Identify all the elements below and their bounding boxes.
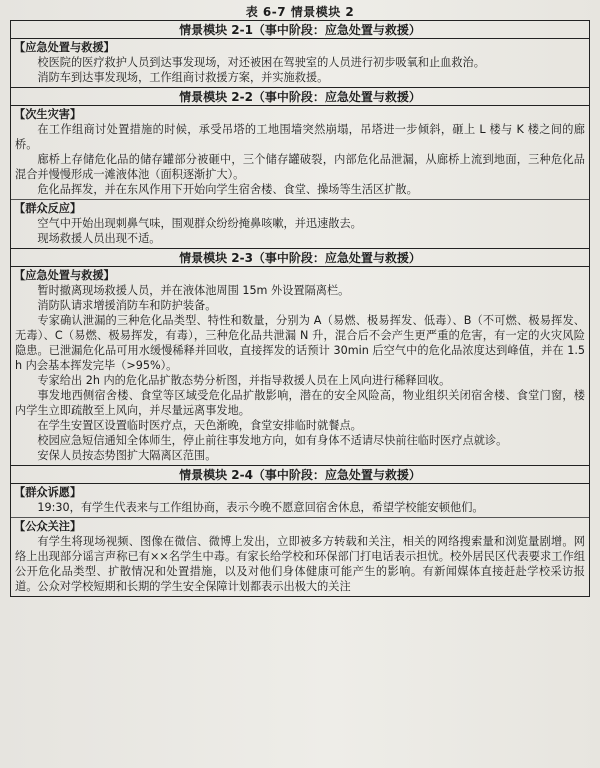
module-body bbox=[11, 106, 589, 249]
paragraph: 消防车到达事发现场，工作组商讨救援方案，并实施救援。 bbox=[37, 71, 329, 84]
section bbox=[11, 39, 589, 87]
section-heading: 【公众关注】 bbox=[14, 520, 82, 533]
paragraph: 有学生将现场视频、图像在微信、微博上发出，立即被多方转载和关注，相关的网络搜索量和浏览量剧增。网络上出现部分谣言声称已有××名学生中毒。有家长给学校和环保部门打电话表示担忧。校外居民区代表要求工作组公开危化品类型、扩散情况和处置措施，以及对他们身体健康可能产生的影响。有新闻媒体直接赶赴学校采访报道。公众对学校短期和长期的学生安全保障计划都表示出极大的关注 bbox=[15, 535, 585, 593]
module-title: 情景模块 2-2（事中阶段：应急处置与救援） bbox=[11, 88, 589, 106]
paragraph: 廊桥上存储危化品的储存罐部分被砸中，三个储存罐破裂，内部危化品泄漏，从廊桥上流到地面，三种危化品混合并慢慢形成一滩液体池（面积逐渐扩大）。 bbox=[15, 153, 585, 181]
paragraph: 空气中开始出现刺鼻气味，围观群众纷纷掩鼻咳嗽，并迅速散去。 bbox=[37, 217, 362, 230]
paragraph: 19:30，有学生代表来与工作组协商，表示今晚不愿意回宿舍休息，希望学校能安顿他们。 bbox=[37, 501, 484, 514]
section-heading: 【次生灾害】 bbox=[14, 108, 82, 121]
paragraph: 校医院的医疗救护人员到达事发现场，对还被困在驾驶室的人员进行初步吸氧和止血救治。 bbox=[37, 56, 485, 69]
module-title: 情景模块 2-3（事中阶段：应急处置与救援） bbox=[11, 249, 589, 267]
paragraph: 消防队请求增援消防车和防护装备。 bbox=[37, 299, 217, 312]
paragraph: 暂时撤离现场救援人员，并在液体池周围 15m 外设置隔离栏。 bbox=[37, 284, 350, 297]
paragraph: 现场救援人员出现不适。 bbox=[37, 232, 161, 245]
section-heading: 【应急处置与救援】 bbox=[14, 269, 115, 282]
section bbox=[11, 106, 589, 200]
paragraph: 在工作组商讨处置措施的时候，承受吊塔的工地围墙突然崩塌，吊塔进一步倾斜，砸上 L 楼与 K 楼之间的廊桥。 bbox=[15, 123, 585, 151]
section bbox=[11, 200, 589, 248]
paragraph: 专家确认泄漏的三种危化品类型、特性和数量，分别为 A（易燃、极易挥发、低毒）、B（不可燃、极易挥发、无毒）、C（易燃、极易挥发，有毒），三种危化品共泄漏 N 升，混合后不会产生更严重的危害，有一定的火灾风险隐患。已泄漏危化品可用水缓慢稀释并回收，直接挥发的话预计 30min 后空气中的危化品浓度达到峰值，并在 1.5h 内会基本挥发完毕（>95%）。 bbox=[15, 314, 585, 372]
section bbox=[11, 484, 589, 518]
paragraph: 事发地西侧宿舍楼、食堂等区域受危化品扩散影响，潜在的安全风险高，物业组织关闭宿舍楼、食堂门窗，楼内学生立即疏散至上风向，并尽量远离事发地。 bbox=[15, 389, 585, 417]
module-title: 情景模块 2-4（事中阶段：应急处置与救援） bbox=[11, 466, 589, 484]
module-body bbox=[11, 39, 589, 88]
paragraph: 在学生安置区设置临时医疗点，天色渐晚，食堂安排临时就餐点。 bbox=[37, 419, 362, 432]
table-caption: 表 6-7 情景模块 2 bbox=[245, 5, 355, 19]
paragraph: 校园应急短信通知全体师生，停止前往事发地方向，如有身体不适请尽快前往临时医疗点就诊。 bbox=[37, 434, 508, 447]
module-title: 情景模块 2-1（事中阶段：应急处置与救援） bbox=[11, 21, 589, 39]
section bbox=[11, 267, 589, 465]
paragraph: 危化品挥发，并在东风作用下开始向学生宿舍楼、食堂、操场等生活区扩散。 bbox=[37, 183, 418, 196]
module-body bbox=[11, 267, 589, 466]
section-heading: 【应急处置与救援】 bbox=[14, 41, 115, 54]
paragraph: 安保人员按态势图扩大隔离区范围。 bbox=[37, 449, 217, 462]
section bbox=[11, 518, 589, 596]
paragraph: 专家给出 2h 内的危化品扩散态势分析图，并指导救援人员在上风向进行稀释回收。 bbox=[37, 374, 451, 387]
scenario-table bbox=[10, 20, 590, 597]
section-heading: 【群众反应】 bbox=[14, 202, 82, 215]
section-heading: 【群众诉愿】 bbox=[14, 486, 82, 499]
module-body bbox=[11, 484, 589, 596]
